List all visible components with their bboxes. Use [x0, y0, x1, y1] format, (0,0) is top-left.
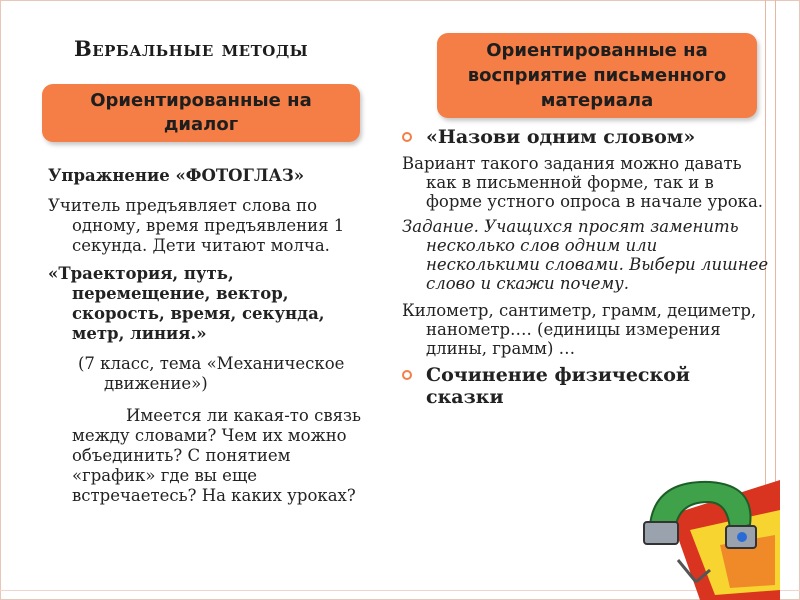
magnet-clipart-icon — [630, 470, 780, 600]
example-text: Километр, сантиметр, грамм, дециметр, нанометр…. (единицы измерения длины, грамм) … — [402, 301, 757, 358]
bullet-2-text: Сочинение физической сказки — [426, 364, 690, 408]
bullet-name-in-one-word — [402, 126, 774, 148]
right-header-text: Ориентированные на восприятие письменного материала — [467, 40, 727, 111]
exercise-title: Упражнение «ФОТОГЛАЗ» — [48, 166, 305, 185]
exercise-description: Учитель предъявляет слова по одному, время предъявления 1 секунда. Дети читают молча. — [48, 196, 345, 255]
task-text: Задание. Учащихся просят заменить несколько слов одним или несколькими словами. Выбери лишнее слово и скажи почему. — [402, 217, 769, 293]
bullet-fairy-tale — [402, 364, 774, 408]
bullet-1-text: «Назови одним словом» — [426, 126, 696, 148]
bullet-circle-icon — [402, 370, 412, 380]
variant-text: Вариант такого задания можно давать как в письменной форме, так и в форме устного опроса в начале урока. — [402, 154, 764, 211]
left-column — [48, 166, 368, 506]
right-header-pill — [437, 33, 757, 118]
question-text: Имеется ли какая-то связь между словами? Чем их можно объединить? С понятием «график» где вы еще встречаетесь? На каких уроках? — [72, 406, 362, 505]
left-header-pill — [42, 84, 360, 142]
left-header-text: Ориентированные на диалог — [90, 90, 312, 135]
class-note: (7 класс, тема «Механическое движение») — [78, 354, 345, 393]
slide-title: Вербальные методы — [74, 36, 309, 61]
bullet-circle-icon — [402, 132, 412, 142]
word-list: «Траектория, путь, перемещение, вектор, скорость, время, секунда, метр, линия.» — [48, 264, 325, 343]
right-column — [402, 126, 774, 408]
